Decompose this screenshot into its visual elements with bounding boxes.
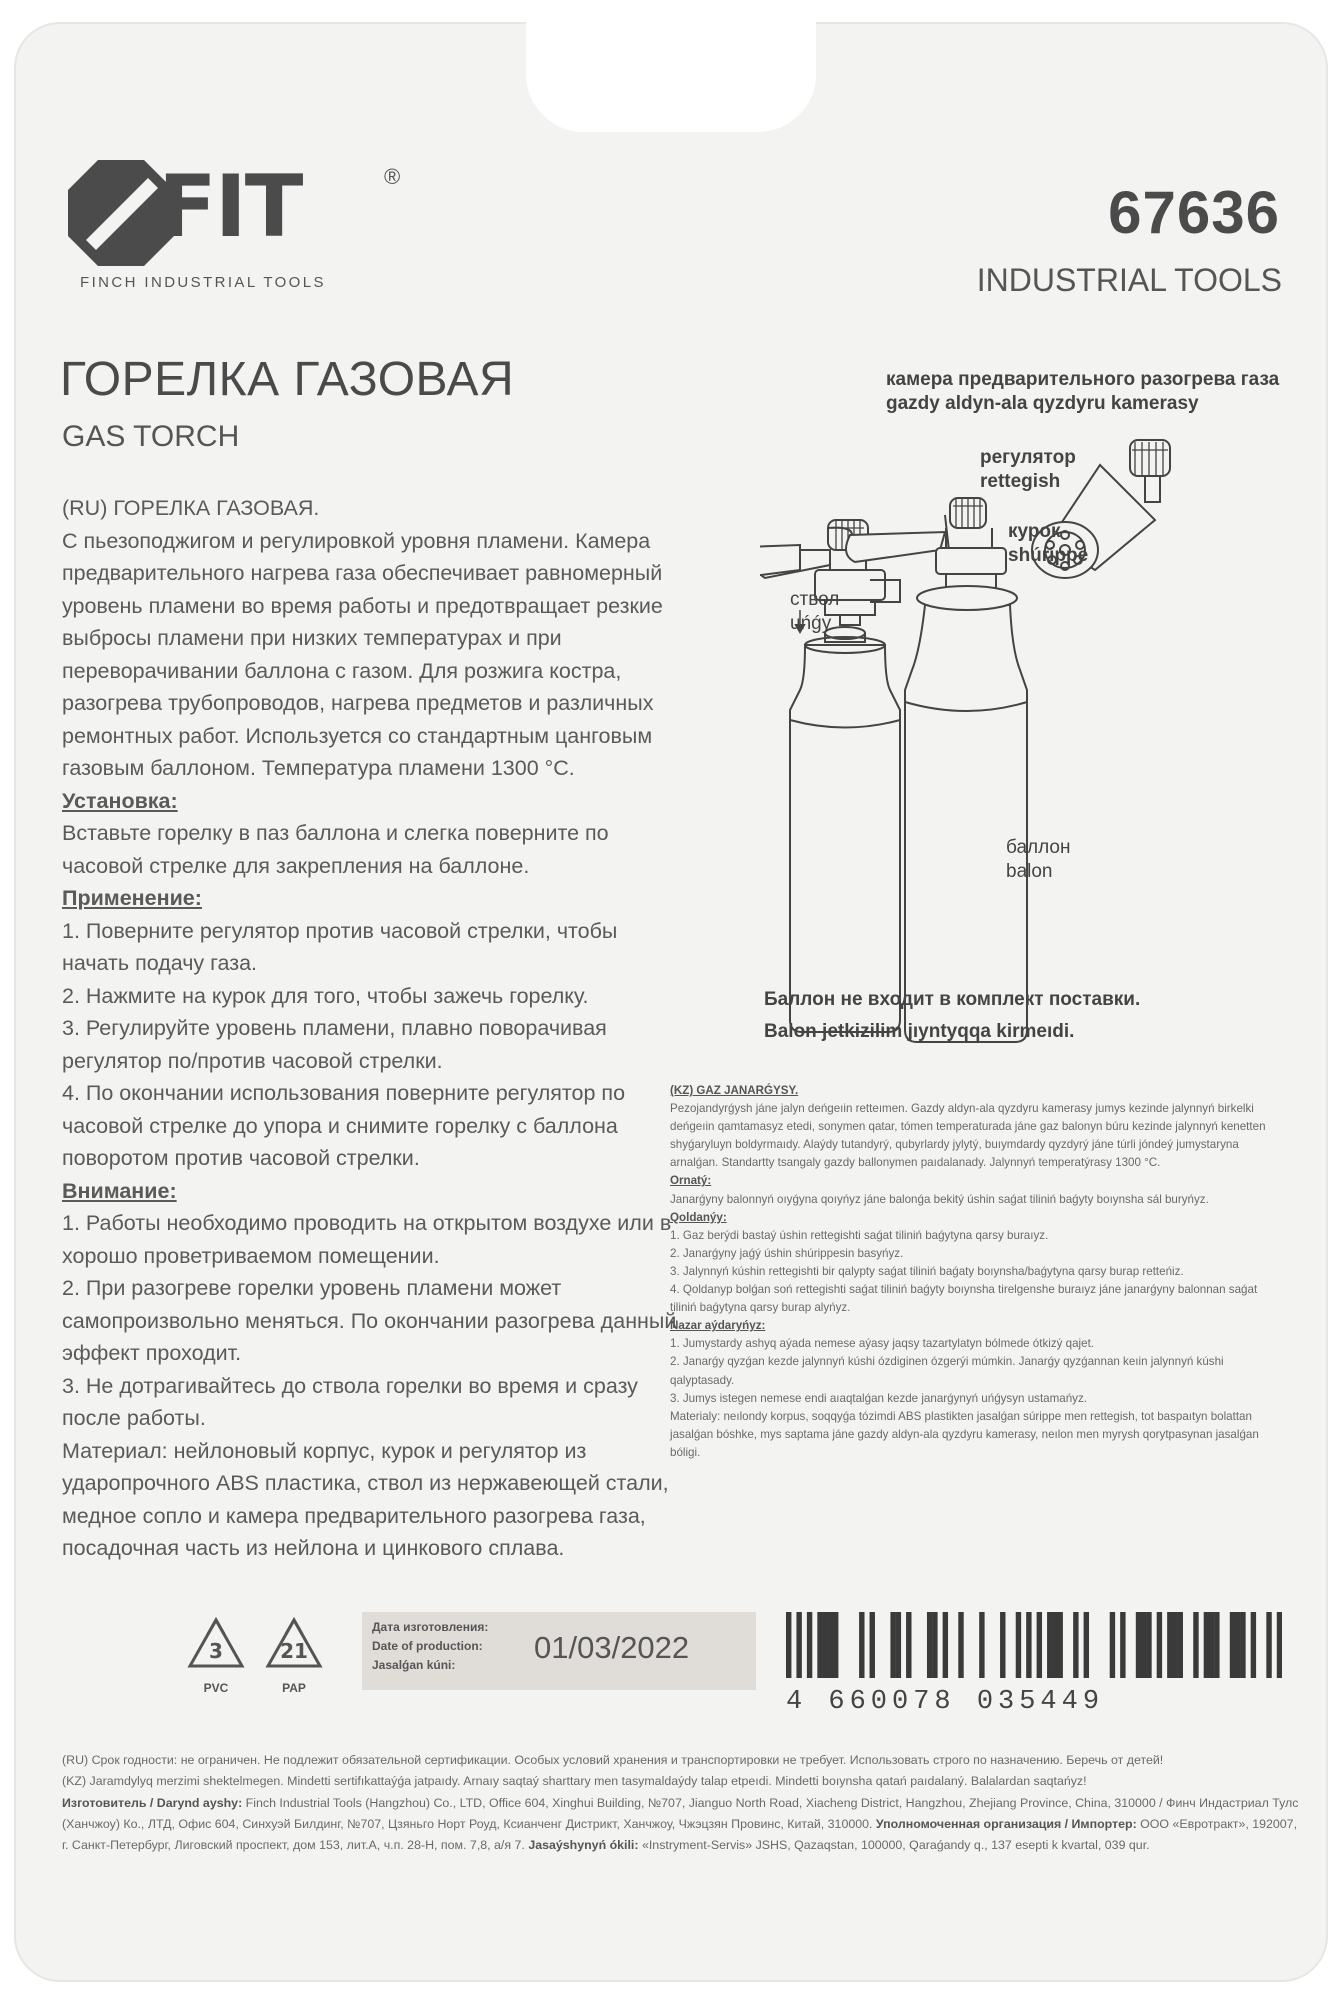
ru-intro: С пьезоподжигом и регулировкой уровня пламени. Камера предварительного нагрева газа обеспечивает равномерный уровень пламени во время работы и предотвращает резкие выбросы пламени при низких температурах и при переворачивании баллона с газом. Для розжига костра, разогрева трубопроводов, нагрева предметов и различных ремонтных работ. Используется со стандартным цанговым газовым баллоном. Температура пламени 1300 °С. (62, 528, 663, 780)
label-regulator-ru: регулятор (980, 447, 1076, 468)
barcode-bar (1052, 1612, 1057, 1678)
kz-attention-title: Nazar aýdaryńyz: (670, 1319, 766, 1333)
importer-text: ООО «Евротракт», 192007, г. Санкт-Петербург, Лиговский проспект, дом 153, лит.А, ч.п. 28-Н, пом. 7,8, а/я 7. (62, 1816, 1298, 1853)
note-kz: Balon jetkizilim jıyntyqqa kirmeıdi. (764, 1021, 1075, 1042)
ru-usage-item: 4. По окончании использования поверните регулятор по часовой стрелке до упора и снимите горелку с баллона поворотом против часовой стрелки. (62, 1081, 626, 1170)
ru-install-title: Установка: (62, 788, 178, 813)
kz-attention-item: 3. Jumys istegen nemese endi aıaqtalǵan kezde janarǵynyń uńǵysyn ustamańyz. (670, 1391, 1087, 1405)
barcode-bars (786, 1612, 1282, 1678)
label-chamber-kz: gazdy aldyn-ala qyzdyru kamerasy (886, 393, 1199, 414)
recycle-pap (262, 1614, 326, 1695)
ru-material: Материал: нейлоновый корпус, курок и регулятор из ударопрочного ABS пластика, ствол из нержавеющей стали, медное сопло и камера предварительного разогрева газа, посадочная часть из нейлона и цинкового сплава. (62, 1438, 669, 1560)
barcode-bar (906, 1612, 911, 1678)
product-title-en: GAS TORCH (62, 420, 240, 453)
barcode-bar (1057, 1612, 1062, 1678)
barcode-bar (807, 1612, 812, 1678)
barcode-bar (1026, 1612, 1031, 1678)
label-regulator-kz: rettegish (980, 471, 1061, 492)
registered-mark: ® (384, 164, 401, 189)
article-number: 67636 (1108, 179, 1280, 246)
barcode-bar (1193, 1612, 1198, 1678)
label-barrel-ru: ствол (790, 589, 840, 610)
recipient-label: Jasaýshynyń ókili: (528, 1838, 639, 1853)
recycle-label: PVC (203, 1681, 229, 1695)
barcode-bar (1037, 1612, 1042, 1678)
production-date-value: 01/03/2022 (534, 1630, 690, 1665)
barcode-bar (943, 1612, 948, 1678)
barcode-bar (1146, 1612, 1151, 1678)
manufacturer-label: Изготовитель / Darynd ayshy: (62, 1795, 243, 1810)
barcode-bar (1047, 1612, 1052, 1678)
industrial-tools-label: INDUSTRIAL TOOLS (976, 262, 1282, 298)
ru-shelf-life: (RU) Срок годности: не ограничен. Не подлежит обязательной сертификации. Особых условий хранения и транспортировки не требует. Использовать строго по назначению. Беречь от детей! (62, 1753, 1164, 1767)
kz-shelf-life: (KZ) Jaramdylyq merzimi shektelmegen. Mindetti sertifıkattaýǵa jatpaıdy. Arnaıy saqtaý sharttary men tasymaldaýdy talap etpeıdi. Mindetti boıynsha qatań paıdalaný. Balalardan saqtańyz! (62, 1774, 1087, 1789)
barcode-bar (870, 1612, 875, 1678)
hang-hole (526, 0, 816, 132)
manufacturer-info (62, 1793, 1302, 1857)
label-trigger-kz: shúrippe (1008, 545, 1089, 566)
ru-usage-title: Применение: (62, 886, 202, 910)
product-title-ru: ГОРЕЛКА ГАЗОВАЯ (60, 353, 515, 406)
barcode-bar (1214, 1612, 1219, 1678)
barcode-bar (833, 1612, 838, 1678)
kz-usage-item: 4. Qoldanyp bolǵan soń rettegishti saǵat tiliniń baǵyty boıynsha tirelgenshe buraıyz jáne janarǵyny balonnan saǵat tiliniń baǵytyna qarsy burap alyńyz. (670, 1283, 1258, 1315)
kz-install-title: Ornatý: (670, 1174, 712, 1188)
barcode-bar (1136, 1612, 1141, 1678)
note-ru: Баллон не входит в комплект поставки. (764, 989, 1141, 1010)
logo-tagline: FINCH INDUSTRIAL TOOLS (80, 274, 326, 291)
production-label-ru: Дата изготовления: (372, 1620, 489, 1634)
ru-attention-item: 1. Работы необходимо проводить на открытом воздухе или в хорошо проветриваемом помещении. (62, 1211, 672, 1268)
barcode-bar (817, 1612, 822, 1678)
recycle-triangle-icon (184, 1614, 248, 1676)
production-label-kz: Jasalǵan kúni: (372, 1658, 456, 1672)
kz-instructions (670, 1082, 1270, 1462)
barcode-bar (1230, 1612, 1235, 1678)
barcode-bar (927, 1612, 932, 1678)
torch-diagram (760, 420, 1320, 1080)
barcode-bar (1073, 1612, 1078, 1678)
barcode-bar (932, 1612, 937, 1678)
ru-install-text: Вставьте горелку в паз баллона и слегка поверните по часовой стрелке для закрепления на баллоне. (62, 821, 609, 878)
barcode-bar (890, 1612, 895, 1678)
barcode-bar (896, 1612, 901, 1678)
barcode-bar (1235, 1612, 1240, 1678)
barcode-bar (1266, 1612, 1271, 1678)
barcode-bar (1084, 1612, 1089, 1678)
barcode-bar (1120, 1612, 1125, 1678)
ru-attention-item: 2. При разогреве горелки уровень пламени может самопроизвольно меняться. По окончании разогрева данный эффект проходит. (62, 1276, 677, 1365)
manufacturer-text: Finch Industrial Tools (Hangzhou) Co., LTD, Office 604, Xinghui Building, №707, Jianguo North Road, Xiacheng District, Hangzhou, Zhejiang Province, China, 310000 / Финч Индастриал Тулс (Ханчжоу) Ко., ЛТД, Офис 604, Синхуэй Билдинг, №707, Цзяньго Норт Роуд, Ксианченг Дистрикт, Ханчжоу, Чжэцзян Провинс, Китай, 310000. (62, 1795, 1299, 1831)
barcode-bar (828, 1612, 833, 1678)
legal-text (62, 1750, 1302, 1856)
barcode-bar (1277, 1612, 1282, 1678)
cylinder-not-included-note (764, 984, 1140, 1048)
barcode-bar (1110, 1612, 1115, 1678)
kz-header: (KZ) GAZ JANARǴYSY. (670, 1084, 799, 1097)
recipient-text: «Instryment-Servis» JSHS, Qazaqstan, 100000, Qaraǵandy q., 137 esepti k kvartal, 039 qur. (641, 1838, 1150, 1853)
recycle-number: 21 (280, 1639, 308, 1663)
kz-attention-item: 2. Janarǵy qyzǵan kezde jalynnyń kúshi ózdiginen ózgerýi múmkin. Janarǵy qyzǵannan keıin jalynnyń kúshi qalyptasady. (670, 1355, 1224, 1387)
recycle-pvc (184, 1614, 248, 1695)
barcode-bar (1167, 1612, 1172, 1678)
barcode-bar (796, 1612, 801, 1678)
barcode-bar (1251, 1612, 1256, 1678)
recycle-triangle-icon (262, 1614, 326, 1676)
ru-header: (RU) ГОРЕЛКА ГАЗОВАЯ. (62, 496, 320, 520)
ru-usage-item: 2. Нажмите на курок для того, чтобы зажечь горелку. (62, 983, 589, 1008)
barcode-bar (1000, 1612, 1005, 1678)
barcode-bar (1016, 1612, 1021, 1678)
production-label-en: Date of production: (372, 1639, 483, 1653)
label-cylinder-kz: balon (1006, 861, 1053, 882)
label-barrel-kz: uńǵy (790, 613, 832, 634)
brand-logo (66, 157, 401, 291)
barcode-bar (1178, 1612, 1183, 1678)
barcode-bar (958, 1612, 963, 1678)
label-cylinder-ru: баллон (1006, 837, 1071, 858)
label-chamber-ru: камера предварительного разогрева газа (886, 369, 1280, 390)
kz-usage-item: 3. Jalynnyń kúshin rettegishti bir qalypty saǵat tiliniń baǵaty boıynsha/baǵytyna qarsy burap retteńiz. (670, 1264, 1184, 1278)
ru-attention-title: Внимание: (62, 1178, 177, 1203)
kz-install-text: Janarǵyny balonnyń oıyǵyna qoıyńyz jáne balonǵa bekitý úshin saǵat tiliniń baǵyty boıynsha sál buryńyz. (670, 1192, 1209, 1206)
ru-usage-item: 3. Регулируйте уровень пламени, плавно поворачивая регулятор по/против часовой стрелки. (62, 1016, 607, 1073)
kz-material: Materialy: neılondy korpus, soqqyǵa tózimdi ABS plastikten jasalǵan súrippe men rettegish, tot baspaıtyn bolattan jasalǵan bóshke, mys saptama jáne gazdy aldyn-ala qyzdyru kamerasy, neılon men myrysh qorytpasynan jasalǵan bóligi. (670, 1409, 1259, 1459)
recycle-label: PAP (282, 1681, 306, 1695)
barcode-bar (1204, 1612, 1209, 1678)
kz-usage-item: 2. Janarǵyny jaǵý úshin shúrippesin basyńyz. (670, 1246, 904, 1260)
barcode-bar (1157, 1612, 1162, 1678)
barcode (786, 1612, 1282, 1717)
barcode-bar (1240, 1612, 1245, 1678)
barcode-bar (1141, 1612, 1146, 1678)
ru-attention-item: 3. Не дотрагивайтесь до ствола горелки во время и сразу после работы. (62, 1373, 638, 1430)
barcode-digits: 4 660078 035449 (786, 1687, 1105, 1717)
barcode-bar (859, 1612, 864, 1678)
barcode-bar (1172, 1612, 1177, 1678)
importer-label: Уполномоченная организация / Импортер: (875, 1816, 1137, 1831)
label-trigger-ru: курок (1008, 521, 1061, 542)
kz-usage-title: Qoldanýy: (670, 1210, 727, 1224)
ru-usage-item: 1. Поверните регулятор против часовой стрелки, чтобы начать подачу газа. (62, 918, 618, 975)
barcode-bar (979, 1612, 984, 1678)
kz-usage-item: 1. Gaz berýdi bastaý úshin rettegishti saǵat tiliniń baǵytyna qarsy buraıyz. (670, 1228, 1049, 1242)
kz-attention-item: 1. Jumystardy ashyq aýada nemese aýasy jaqsy tazartylatyn bólmede ótkizý qajet. (670, 1337, 1095, 1351)
production-date-labels (372, 1618, 488, 1675)
barcode-bar (786, 1612, 791, 1678)
recycle-number: 3 (209, 1639, 223, 1663)
barcode-bar (1209, 1612, 1214, 1678)
ru-instructions (62, 492, 682, 1565)
barcode-bar (823, 1612, 828, 1678)
logo-wordmark: FIT (158, 157, 302, 257)
kz-intro: Pezojandyrǵysh jáne jalyn deńgeıin retteımen. Gazdy aldyn-ala qyzdyru kamerasy jumys kezinde jalynnyń birkelki deńgeıin qamtamasyz etedi, sonymen qatar, tómen temperaturada jáne gaz balonyn búru kezinde jalynnyń kenetten shyǵaryluyn boldyrmaıdy. Alaýdy tutandyrý, qubyrlardy jylytý, buıymdardy qyzdyrý jáne túrli jóndeý jumystaryna arnalǵan. Standartty tsangaly gazdy ballonymen paıdalanady. Jalynnyń temperatýrasy 1300 °C. (670, 1102, 1266, 1170)
production-date-box (362, 1612, 756, 1690)
